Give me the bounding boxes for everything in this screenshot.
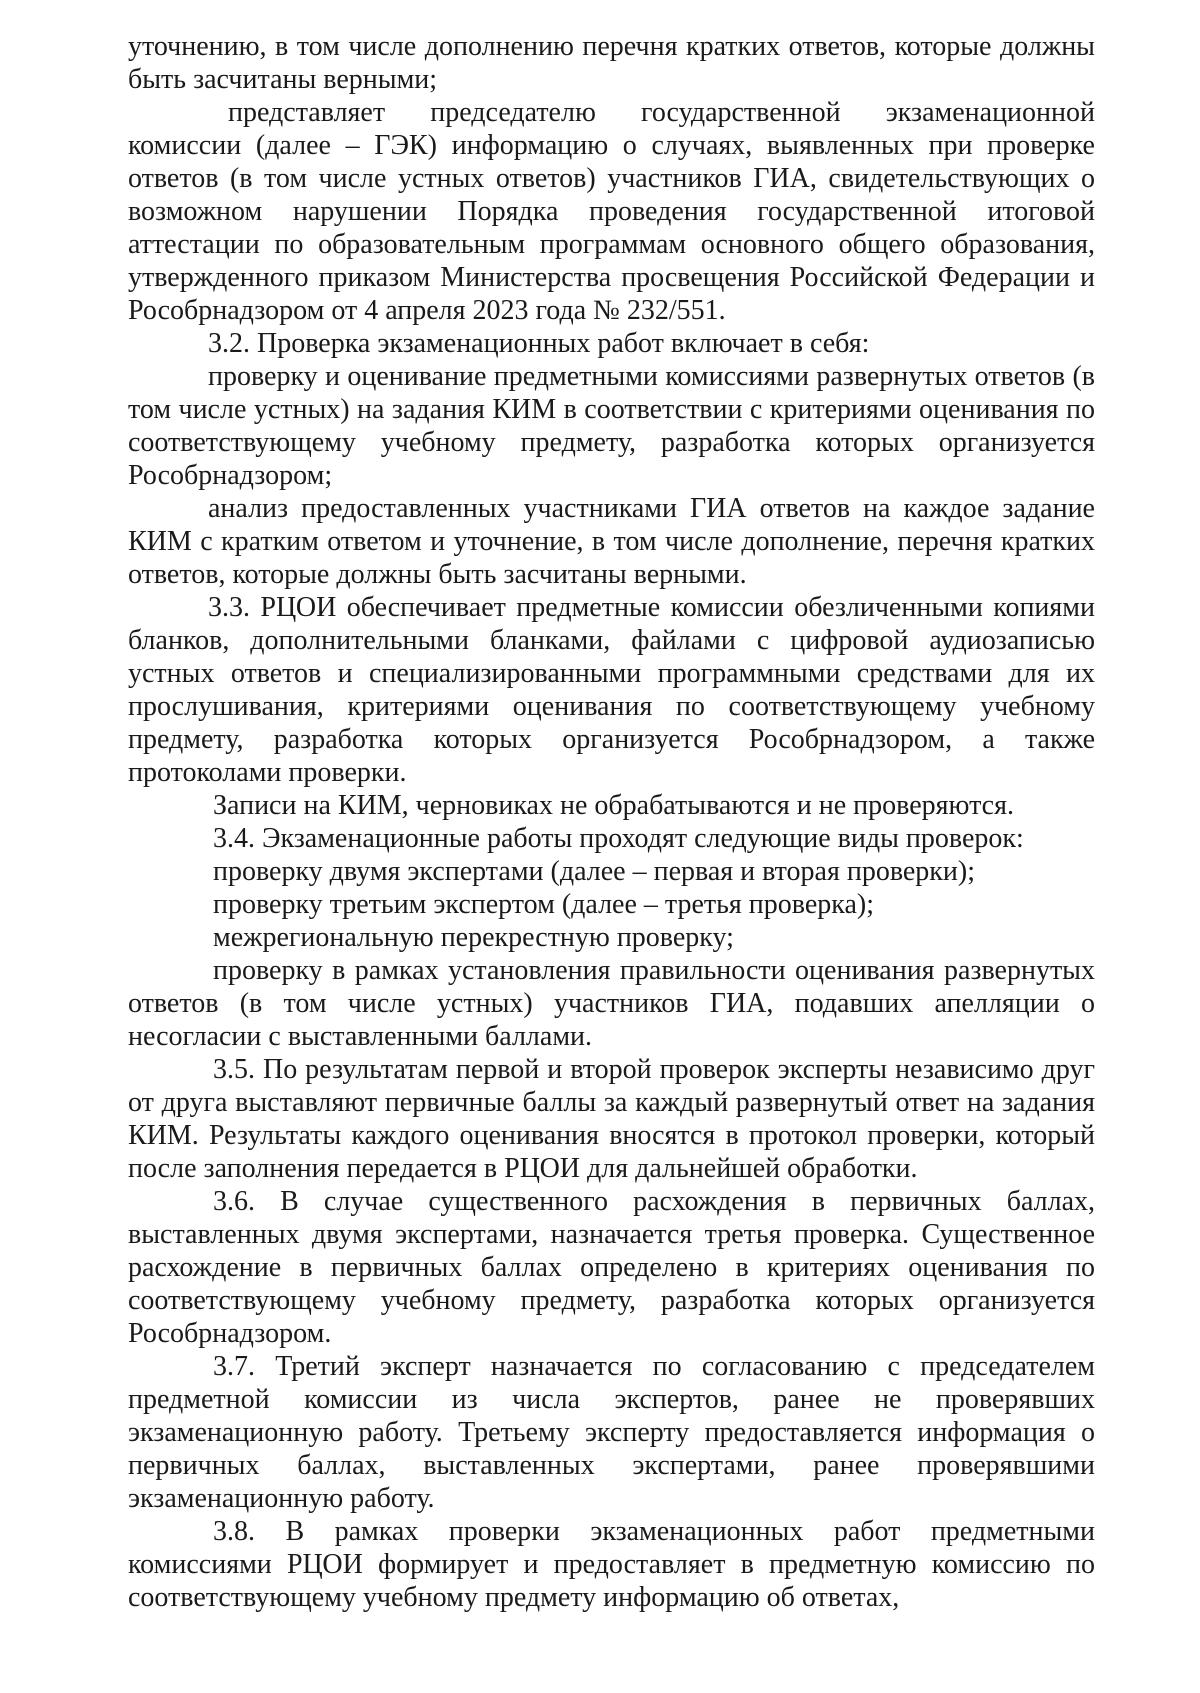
- paragraph-3-8: 3.8. В рамках проверки экзаменационных работ предметными комиссиями РЦОИ формирует и предоставляет в предметную комиссию по соответствующему учебному предмету информацию об ответах,: [128, 1516, 1095, 1613]
- paragraph-two-experts: проверку двумя экспертами (далее – первая и вторая проверки);: [213, 856, 976, 887]
- paragraph-3-2: 3.2. Проверка экзаменационных работ включает в себя:: [208, 328, 870, 359]
- paragraph-analysis: анализ предоставленных участниками ГИА ответов на каждое задание КИМ с кратким ответом и уточнение, в том числе дополнение, перечня кратких ответов, которые должны быть засчитаны верными.: [128, 493, 1095, 590]
- paragraph-continuation: уточнению, в том числе дополнению перечня кратких ответов, которые должны быть засчитаны верными;: [128, 31, 1095, 95]
- paragraph-3-7: 3.7. Третий эксперт назначается по согласованию с председателем предметной комиссии из числа экспертов, ранее не проверявших экзаменационную работу. Третьему эксперту предоставляется информация о первичных баллах, выставленных экспертами, ранее проверявшими экзаменационную работу.: [128, 1351, 1095, 1514]
- paragraph-check-and-evaluate: проверку и оценивание предметными комиссиями развернутых ответов (в том числе устных) на задания КИМ в соответствии с критериями оценивания по соответствующему учебному предмету, разработка которых организуется Рособрнадзором;: [128, 361, 1095, 491]
- paragraph-cross-check: межрегиональную перекрестную проверку;: [213, 922, 734, 953]
- paragraph-3-6: 3.6. В случае существенного расхождения в первичных баллах, выставленных двумя экспертами, назначается третья проверка. Существенное расхождение в первичных баллах определено в критериях оценивания по соответствующему учебному предмету, разработка которых организуется Рособрнадзором.: [128, 1186, 1095, 1349]
- paragraph-3-3: 3.3. РЦОИ обеспечивает предметные комиссии обезличенными копиями бланков, дополнительными бланками, файлами с цифровой аудиозаписью устных ответов и специализированными программными средствами для их прослушивания, критериями оценивания по соответствующему учебному предмету, разработка которых организуется Рособрнадзором, а также протоколами проверки.: [128, 592, 1095, 788]
- paragraph-3-4: 3.4. Экзаменационные работы проходят следующие виды проверок:: [213, 823, 1024, 854]
- document-body: [128, 30, 1095, 1614]
- paragraph-appeal-check: проверку в рамках установления правильности оценивания развернутых ответов (в том числе устных) участников ГИА, подавших апелляции о несогласии с выставленными баллами.: [128, 955, 1095, 1052]
- paragraph-3-5: 3.5. По результатам первой и второй проверок эксперты независимо друг от друга выставляют первичные баллы за каждый развернутый ответ на задания КИМ. Результаты каждого оценивания вносятся в протокол проверки, который после заполнения передается в РЦОИ для дальнейшей обработки.: [128, 1054, 1095, 1184]
- paragraph-records-kim: Записи на КИМ, черновиках не обрабатываются и не проверяются.: [213, 790, 1014, 821]
- paragraph-report-to-gek: представляет председателю государственной экзаменационной комиссии (далее – ГЭК) информацию о случаях, выявленных при проверке ответов (в том числе устных ответов) участников ГИА, свидетельствующих о возможном нарушении Порядка проведения государственной итоговой аттестации по образовательным программам основного общего образования, утвержденного приказом Министерства просвещения Российской Федерации и Рособрнадзором от 4 апреля 2023 года № 232/551.: [128, 97, 1095, 326]
- paragraph-third-expert: проверку третьим экспертом (далее – третья проверка);: [213, 889, 874, 920]
